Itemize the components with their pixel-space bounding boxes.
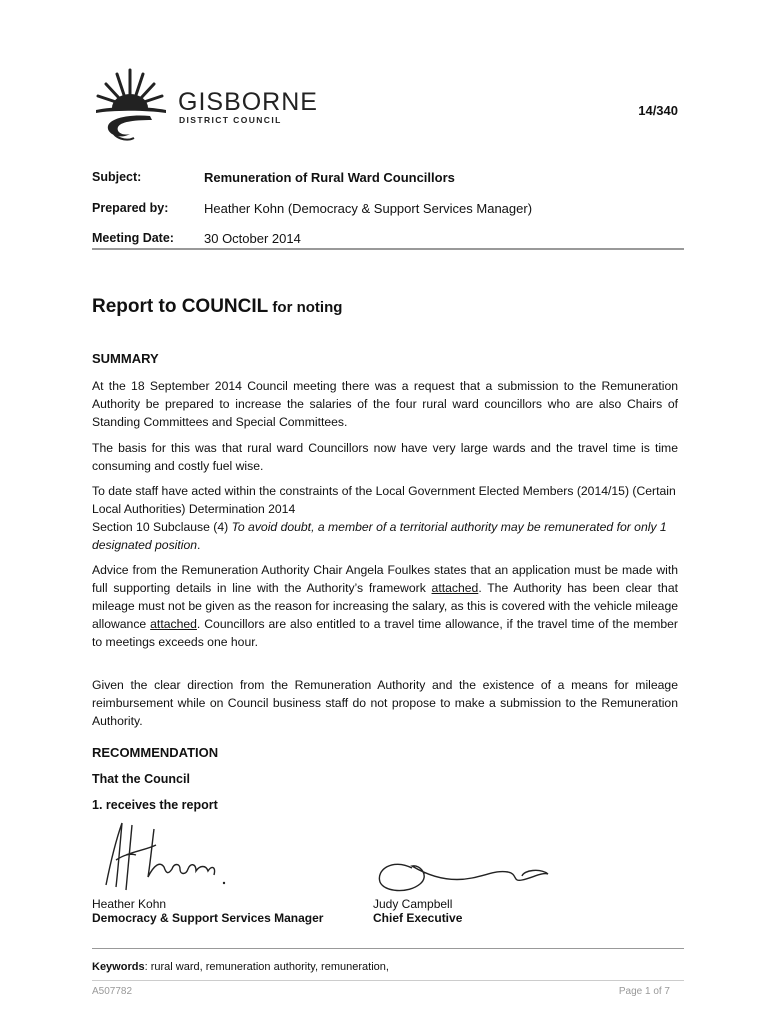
footer-divider <box>92 948 684 949</box>
report-title-suffix: for noting <box>268 299 343 316</box>
advice-text-c: . Councillors are also entitled to a travel time allowance, if the travel time of the member to meetings exceeds one hour. <box>92 617 678 649</box>
mileage-attached-link[interactable]: attached <box>150 617 197 631</box>
logo-subtitle: DISTRICT COUNCIL <box>179 115 282 125</box>
summary-paragraph-3 <box>92 482 678 554</box>
keywords-line <box>92 962 389 973</box>
document-number: 14/340 <box>638 103 678 118</box>
subject-label: Subject: <box>92 170 142 184</box>
subject-value: Remuneration of Rural Ward Councillors <box>204 170 455 185</box>
council-logo-icon <box>90 64 174 144</box>
summary-paragraph-1: At the 18 September 2014 Council meeting there was a request that a submission to the Remuneration Authority be prepared to increase the salaries of the four rural ward councillors who are also Chairs of Standing Committees and Special Committees. <box>92 379 678 429</box>
advice-text-a: Advice from the Remuneration Authority Chair Angela Foulkes states that an application must be made with full supporting details in line with the Authority’s framework <box>92 563 678 595</box>
meeting-date-label: Meeting Date: <box>92 231 174 245</box>
recommendation-item-1: 1. receives the report <box>92 798 218 812</box>
header-divider <box>92 248 684 250</box>
prepared-by-value: Heather Kohn (Democracy & Support Services Manager) <box>204 201 533 216</box>
document-reference: A507782 <box>92 986 133 997</box>
summary-paragraph-4 <box>92 561 678 651</box>
right-signatory-role: Chief Executive <box>373 911 463 925</box>
footer-bottom-divider <box>92 980 684 981</box>
signature-heather-kohn <box>96 815 236 895</box>
recommendation-intro: That the Council <box>92 772 190 786</box>
framework-attached-link[interactable]: attached <box>431 581 479 595</box>
recommendation-heading: RECOMMENDATION <box>92 745 219 760</box>
page-number: Page 1 of 7 <box>618 986 670 997</box>
left-signatory-role: Democracy & Support Services Manager <box>92 911 324 925</box>
summary-paragraph-2: The basis for this was that rural ward Councillors now have very large wards and the travel time is time consuming and costly fuel wise. <box>92 441 678 473</box>
logo-name: GISBORNE <box>178 88 318 116</box>
keywords-value: : rural ward, remuneration authority, remuneration, <box>144 961 389 973</box>
signature-judy-campbell <box>372 848 550 898</box>
report-title <box>92 297 342 316</box>
keywords-label: Keywords <box>92 961 145 973</box>
report-title-main: Report to COUNCIL <box>92 296 269 317</box>
left-signatory-name: Heather Kohn <box>92 897 167 911</box>
prepared-by-label: Prepared by: <box>92 201 169 215</box>
right-signatory-name: Judy Campbell <box>373 897 453 911</box>
section-ref-text: Section 10 Subclause (4) <box>92 520 232 534</box>
summary-paragraph-5: Given the clear direction from the Remuneration Authority and the existence of a means for mileage reimbursement while on Council business staff do not propose to make a submission to the Remuneration Authority. <box>92 678 678 728</box>
advice-text-b: . The Authority has been clear that mileage must not be given as the reason for increasing the salary, as this is covered with the vehicle mileage allowance <box>92 581 678 631</box>
meeting-date-value: 30 October 2014 <box>204 231 301 246</box>
summary-heading: SUMMARY <box>92 351 159 366</box>
determination-text: To date staff have acted within the constraints of the Local Government Elected Members (2014/15) (Certain Local Authorities) Determination 2014 <box>92 484 676 516</box>
section-quote-end: . <box>197 538 201 552</box>
section-quote-text: To avoid doubt, a member of a territorial authority may be remunerated for only 1 designated position <box>92 520 667 552</box>
